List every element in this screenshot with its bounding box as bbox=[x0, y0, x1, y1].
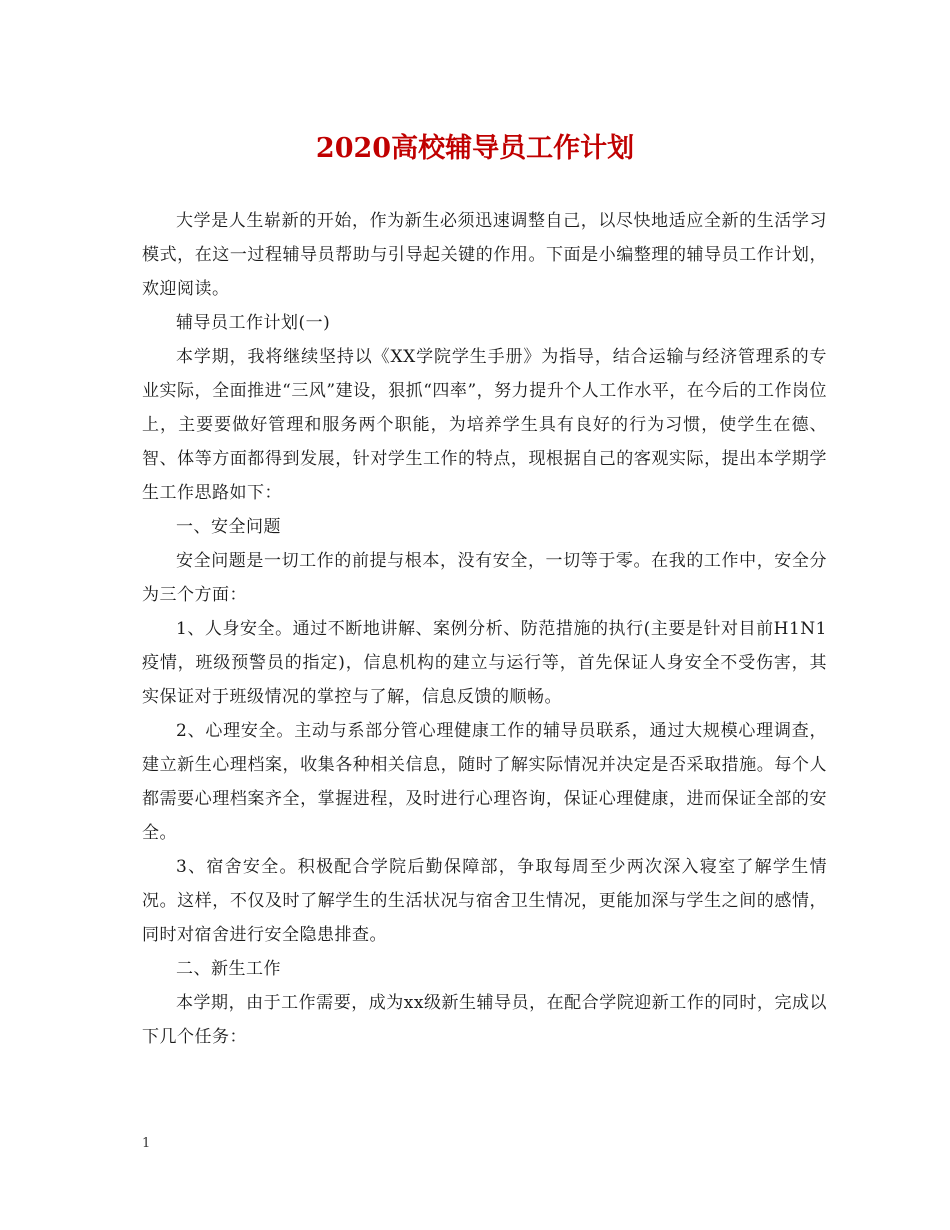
freshmen-work-paragraph: 本学期，由于工作需要，成为xx级新生辅导员，在配合学院迎新工作的同时，完成以下几个任务： bbox=[142, 993, 827, 1047]
section-heading-freshmen: 二、新生工作 bbox=[176, 959, 281, 979]
section-heading-safety: 一、安全问题 bbox=[176, 517, 281, 537]
personal-safety-paragraph: 1、人身安全。通过不断地讲解、案例分析、防范措施的执行(主要是针对目前H1N1疫情，班级预警员的指定)，信息机构的建立与运行等，首先保证人身安全不受伤害，其实保证对于班级情况的掌控与了解，信息反馈的顺畅。 bbox=[142, 619, 827, 707]
psychological-safety-paragraph: 2、心理安全。主动与系部分管心理健康工作的辅导员联系，通过大规模心理调查，建立新生心理档案，收集各种相关信息，随时了解实际情况并决定是否采取措施。每个人都需要心理档案齐全，掌握进程，及时进行心理咨询，保证心理健康，进而保证全部的安全。 bbox=[142, 721, 827, 843]
section-heading-plan-1: 辅导员工作计划(一) bbox=[176, 313, 331, 333]
document-body bbox=[142, 204, 827, 1054]
document-title: 2020高校辅导员工作计划 bbox=[315, 133, 635, 164]
intro-paragraph: 大学是人生崭新的开始，作为新生必须迅速调整自己，以尽快地适应全新的生活学习模式，在这一过程辅导员帮助与引导起关键的作用。下面是小编整理的辅导员工作计划，欢迎阅读。 bbox=[142, 211, 827, 299]
plan-overview-paragraph: 本学期，我将继续坚持以《XX学院学生手册》为指导，结合运输与经济管理系的专业实际，全面推进“三风”建设，狠抓“四率”，努力提升个人工作水平，在今后的工作岗位上，主要要做好管理和服务两个职能，为培养学生具有良好的行为习惯，使学生在德、智、体等方面都得到发展，针对学生工作的特点，现根据自己的客观实际，提出本学期学生工作思路如下： bbox=[142, 347, 827, 503]
safety-intro-paragraph: 安全问题是一切工作的前提与根本，没有安全，一切等于零。在我的工作中，安全分为三个方面： bbox=[142, 551, 827, 605]
page-number: 1 bbox=[142, 1136, 151, 1151]
dormitory-safety-paragraph: 3、宿舍安全。积极配合学院后勤保障部，争取每周至少两次深入寝室了解学生情况。这样，不仅及时了解学生的生活状况与宿舍卫生情况，更能加深与学生之间的感情，同时对宿舍进行安全隐患排查。 bbox=[142, 857, 827, 945]
